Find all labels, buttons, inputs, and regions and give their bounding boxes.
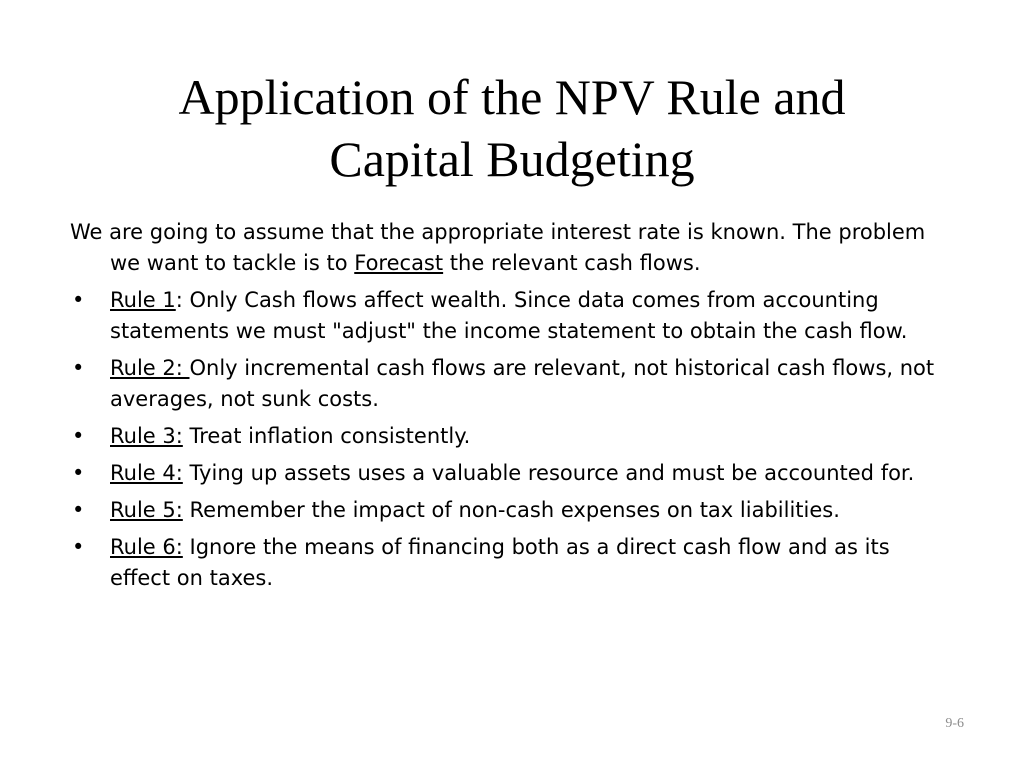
bullet-icon: • (72, 535, 85, 559)
rule-5-label: Rule 5: (110, 498, 183, 522)
bullet-icon: • (72, 356, 85, 380)
rule-4-label: Rule 4: (110, 461, 183, 485)
forecast-emphasis: Forecast (354, 251, 444, 275)
rule-5-text: Remember the impact of non-cash expenses on tax liabilities. (182, 498, 840, 522)
rule-1-text: : Only Cash flows affect wealth. Since data comes from accounting statements we must "adjust" the income statement to obtain the cash flow. (110, 288, 908, 343)
slide-title-line-2: Capital Budgeting (329, 131, 695, 187)
rule-6-text: Ignore the means of financing both as a direct cash flow and as its effect on taxes. (110, 535, 890, 590)
rule-2-item (70, 353, 950, 415)
slide-number: 9-6 (945, 716, 964, 731)
rule-4-text: Tying up assets uses a valuable resource and must be accounted for. (182, 461, 915, 485)
bullet-icon: • (72, 498, 85, 522)
slide-title (60, 66, 964, 190)
intro-text-before: We are going to assume that the appropriate interest rate is known. The problem we want to tackle is to (70, 220, 926, 275)
rule-5-item (70, 495, 950, 526)
rule-3-label: Rule 3: (110, 424, 183, 448)
bullet-icon: • (72, 461, 85, 485)
slide-title-line-1: Application of the NPV Rule and (178, 69, 846, 125)
rule-1-label: Rule 1 (110, 288, 176, 312)
rule-2-text: Only incremental cash flows are relevant, not historical cash flows, not averages, not sunk costs. (110, 356, 935, 411)
rule-2-label: Rule 2: (110, 356, 190, 380)
intro-paragraph (70, 217, 950, 279)
rule-4-item (70, 458, 950, 489)
rules-list (70, 285, 950, 594)
rule-6-label: Rule 6: (110, 535, 183, 559)
rule-3-item (70, 421, 950, 452)
bullet-icon: • (72, 288, 85, 312)
rule-3-text: Treat inflation consistently. (182, 424, 471, 448)
bullet-icon: • (72, 424, 85, 448)
rule-6-item (70, 532, 950, 594)
intro-text-after: the relevant cash flows. (443, 251, 701, 275)
slide-body (70, 217, 950, 600)
rule-1-item (70, 285, 950, 347)
